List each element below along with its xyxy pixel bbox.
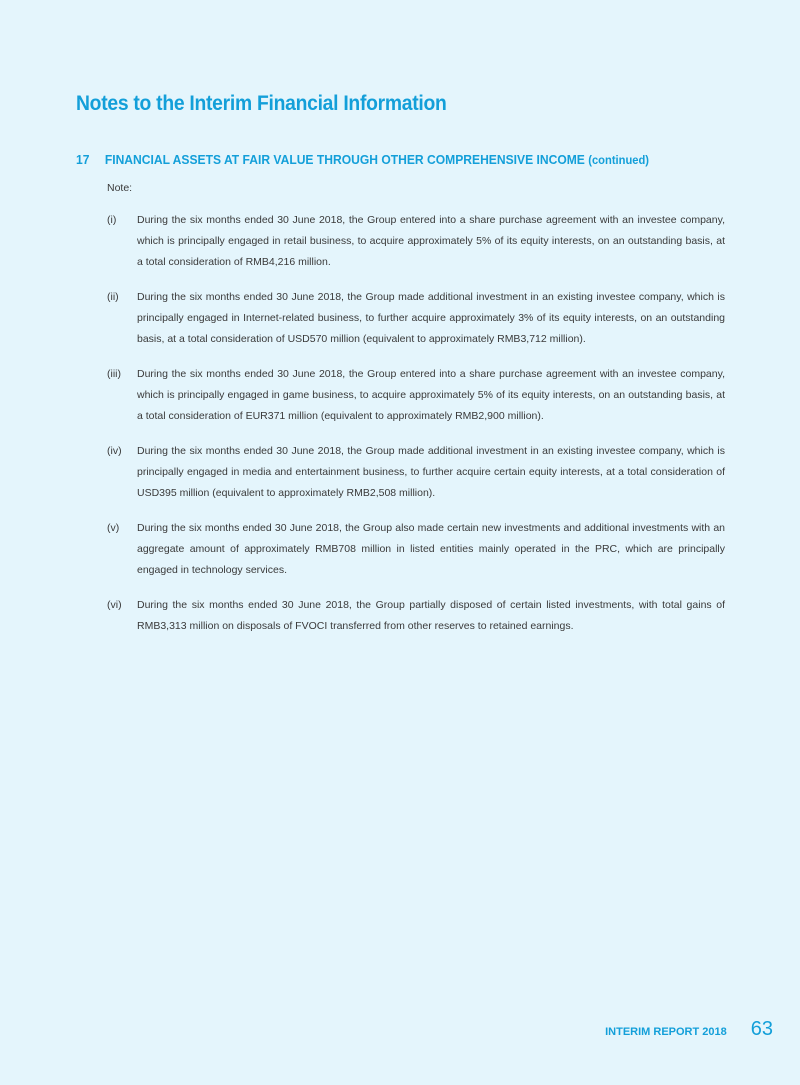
note-item-ii	[107, 287, 725, 350]
note-marker: (iii)	[107, 368, 121, 380]
note-label: Note:	[107, 182, 133, 194]
note-marker: (i)	[107, 214, 117, 226]
note-item-i	[107, 210, 725, 273]
note-marker: (iv)	[107, 445, 122, 457]
section-heading	[76, 152, 649, 167]
note-text: During the six months ended 30 June 2018, the Group entered into a share purchase agreement with an investee company, which is principally engaged in game business, to acquire approximately 5% of its equity interests, on an outstanding basis, at a total consideration of EUR371 million (equivalent to approximately RMB2,900 million).	[137, 368, 725, 422]
page-title: Notes to the Interim Financial Information	[76, 92, 447, 115]
notes-list	[107, 210, 725, 651]
section-continued-label: (continued)	[588, 153, 650, 167]
note-item-iii	[107, 364, 725, 427]
note-text: During the six months ended 30 June 2018, the Group made additional investment in an existing investee company, which is principally engaged in media and entertainment business, to further acquire certain equity interests, at a total consideration of USD395 million (equivalent to approximately RMB2,508 million).	[137, 445, 725, 499]
note-marker: (ii)	[107, 291, 119, 303]
note-item-vi	[107, 595, 725, 637]
page-footer	[605, 1018, 773, 1041]
note-item-iv	[107, 441, 725, 504]
section-number: 17	[76, 152, 90, 167]
note-marker: (vi)	[107, 599, 122, 611]
note-text: During the six months ended 30 June 2018, the Group entered into a share purchase agreement with an investee company, which is principally engaged in retail business, to acquire approximately 5% of its equity interests, on an outstanding basis, at a total consideration of RMB4,216 million.	[137, 214, 725, 268]
note-text: During the six months ended 30 June 2018, the Group partially disposed of certain listed investments, with total gains of RMB3,313 million on disposals of FVOCI transferred from other reserves to retained earnings.	[137, 599, 725, 632]
note-text: During the six months ended 30 June 2018, the Group made additional investment in an existing investee company, which is principally engaged in Internet-related business, to further acquire approximately 3% of its equity interests, on an outstanding basis, at a total consideration of USD570 million (equivalent to approximately RMB3,712 million).	[137, 291, 725, 345]
report-title: INTERIM REPORT 2018	[605, 1026, 727, 1038]
note-text: During the six months ended 30 June 2018, the Group also made certain new investments and additional investments with an aggregate amount of approximately RMB708 million in listed entities mainly operated in the PRC, which are principally engaged in technology services.	[137, 522, 725, 576]
note-item-v	[107, 518, 725, 581]
note-marker: (v)	[107, 522, 120, 534]
page-number: 63	[750, 1018, 773, 1040]
section-title: FINANCIAL ASSETS AT FAIR VALUE THROUGH OTHER COMPREHENSIVE INCOME	[104, 152, 585, 167]
